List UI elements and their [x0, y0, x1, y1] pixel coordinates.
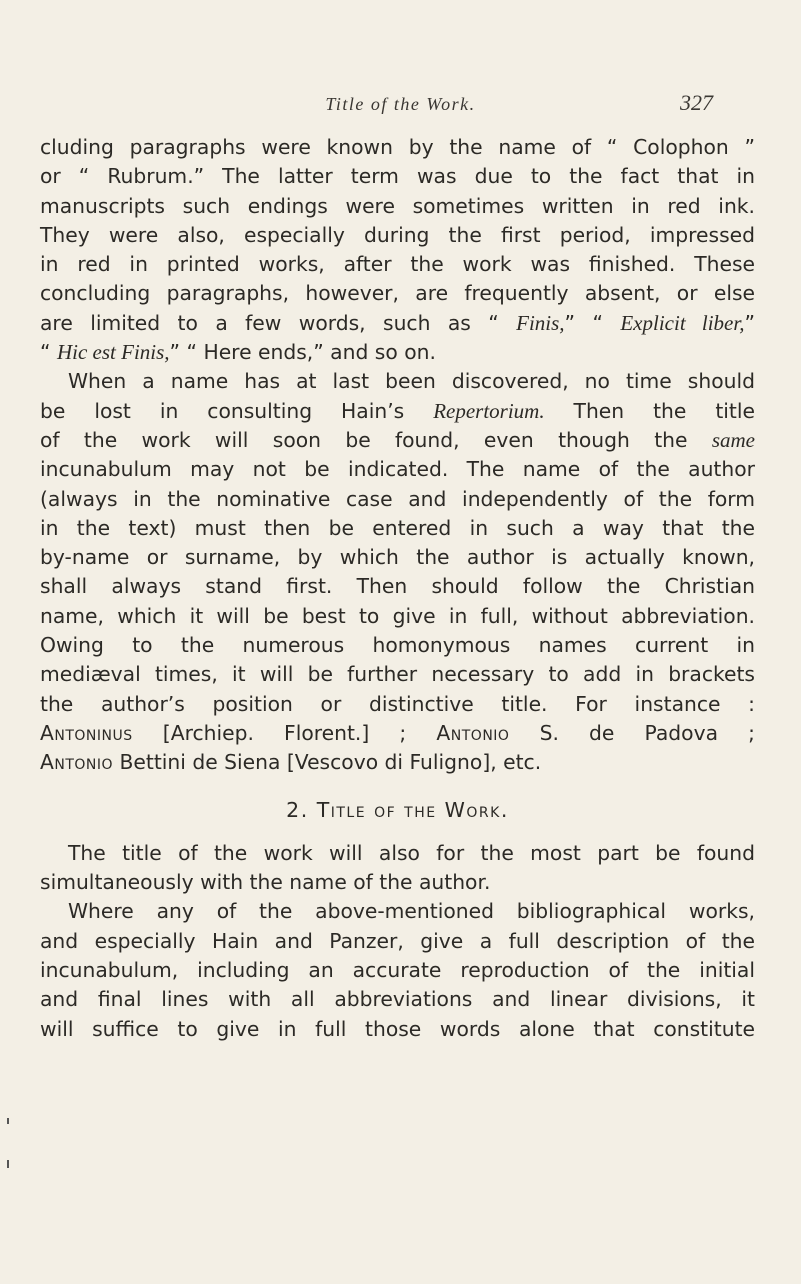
- text-line: mediæval times, it will be further necessary to add in brackets: [40, 662, 755, 687]
- text-line: Owing to the numerous homonymous names current in: [40, 633, 755, 658]
- text-line: shall always stand first. Then should follow the Christian: [40, 574, 755, 599]
- text-line: [40, 426, 755, 455]
- text-line: concluding paragraphs, however, are frequently absent, or else: [40, 281, 755, 306]
- text-line: They were also, especially during the first period, impressed: [40, 222, 755, 247]
- text-run: S. de Padova ;: [509, 720, 755, 745]
- italic-term: same: [711, 427, 755, 452]
- text-line: [40, 748, 755, 777]
- text-run: [Archiep. Florent.] ;: [132, 720, 437, 745]
- italic-term: Finis,: [516, 310, 565, 335]
- text-line: manuscripts such endings were sometimes written in red ink.: [40, 193, 755, 218]
- text-line: incunabulum may not be indicated. The name of the author: [40, 457, 755, 482]
- text-line: Where any of the above-mentioned bibliographical works,: [68, 899, 755, 924]
- text-line: or “ Rubrum.” The latter term was due to the fact that in: [40, 164, 755, 189]
- page-number: 327: [680, 90, 713, 115]
- italic-term: Explicit liber,: [620, 310, 745, 335]
- italic-term: Repertorium.: [433, 398, 545, 423]
- paragraph-bibliography: [40, 897, 755, 1043]
- text-line: in the text) must then be entered in such a way that the: [40, 515, 755, 540]
- small-caps-name: Antonio: [436, 720, 510, 745]
- text-line: and especially Hain and Panzer, give a full description of the: [40, 928, 755, 953]
- paragraph-name-entry: [40, 367, 755, 777]
- italic-term: Hic est Finis,: [56, 340, 170, 365]
- running-head: Title of the Work.: [325, 94, 476, 114]
- text-run: are limited to a few words, such as “: [40, 310, 517, 335]
- body-text: [40, 133, 755, 1044]
- small-caps-name: Antoninus: [40, 720, 133, 745]
- margin-mark: [7, 1118, 9, 1124]
- text-line: will suffice to give in full those words alone that constitute: [40, 1016, 755, 1041]
- text-line: (always in the nominative case and independently of the form: [40, 486, 755, 511]
- text-line: the author’s position or distinctive title. For instance :: [40, 691, 755, 716]
- paragraph-title: [40, 839, 755, 898]
- margin-mark: [7, 1160, 9, 1168]
- text-run: ” “ Here ends,” and so on.: [169, 340, 436, 365]
- text-line: simultaneously with the name of the author.: [40, 870, 491, 895]
- text-run: ” “: [564, 310, 621, 335]
- text-line: [40, 338, 755, 367]
- section-heading: 2. Title of the Work.: [286, 797, 509, 822]
- text-run: Bettini de Siena [Vescovo di Fuligno], etc.: [113, 750, 542, 775]
- text-line: in red in printed works, after the work was finished. These: [40, 252, 755, 277]
- text-run: Then the title: [544, 398, 755, 423]
- text-line: When a name has at last been discovered, no time should: [68, 369, 755, 394]
- text-line: by-name or surname, by which the author is actually known,: [40, 545, 755, 570]
- text-line: [40, 309, 755, 338]
- small-caps-name: Antonio: [40, 750, 114, 775]
- text-line: name, which it will be best to give in full, without abbreviation.: [40, 603, 755, 628]
- text-line: The title of the work will also for the most part be found: [68, 840, 755, 865]
- text-run: ”: [744, 310, 755, 335]
- paragraph-colophon: [40, 133, 755, 367]
- text-line: and final lines with all abbreviations and linear divisions, it: [40, 987, 755, 1012]
- text-run: of the work will soon be found, even though the: [40, 427, 712, 452]
- text-line: incunabulum, including an accurate reproduction of the initial: [40, 958, 755, 983]
- text-line: cluding paragraphs were known by the name of “ Colophon ”: [40, 135, 755, 159]
- text-line: [40, 397, 755, 426]
- text-run: “: [40, 340, 57, 365]
- text-line: [40, 719, 755, 748]
- text-run: be lost in consulting Hain’s: [40, 398, 434, 423]
